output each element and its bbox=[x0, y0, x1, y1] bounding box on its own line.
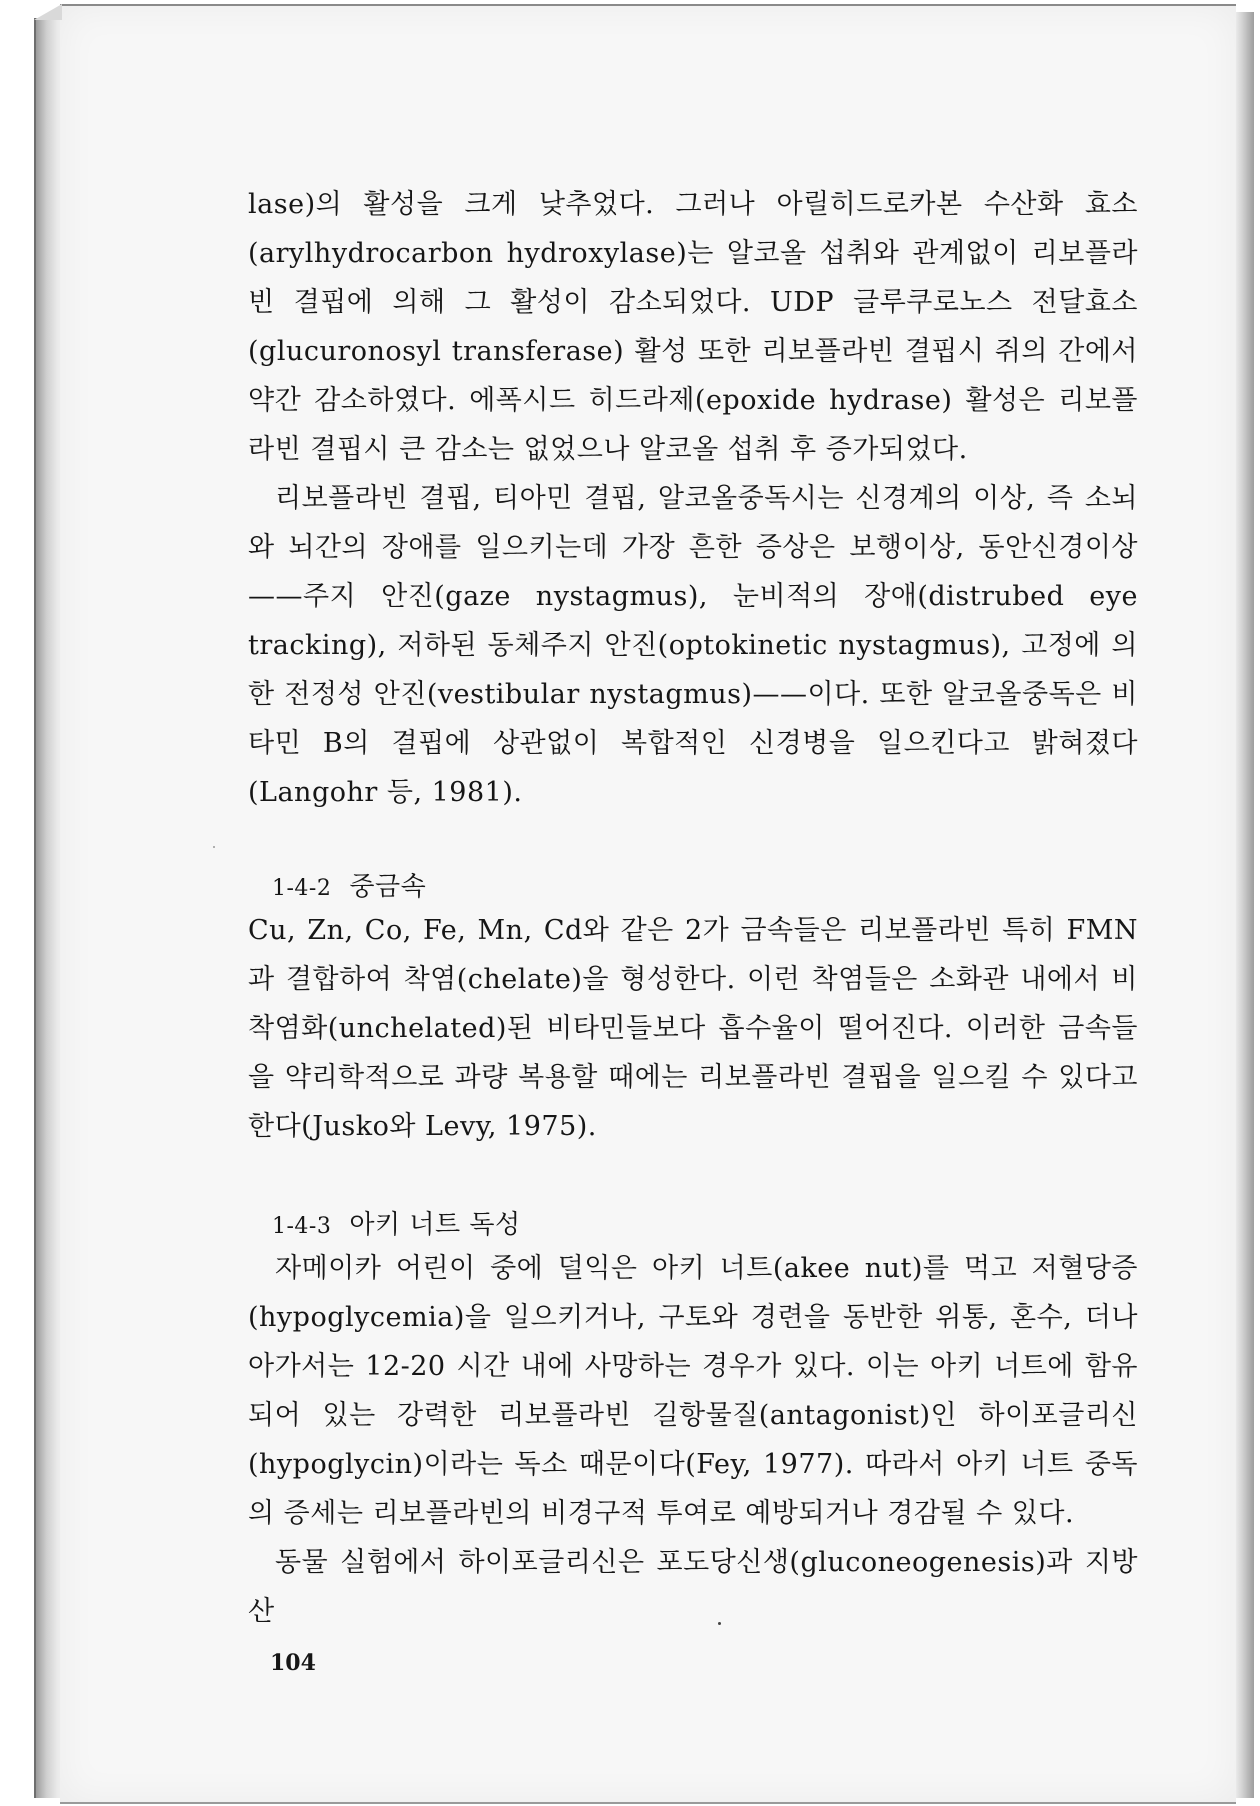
section-heading-akee-toxicity bbox=[272, 1204, 521, 1241]
paragraph-enzyme-activity: lase)의 활성을 크게 낮추었다. 그러나 아릴히드로카본 수산화 효소 (arylhydrocarbon hydroxylase)는 알코올 섭취와 관계없이 리보플라빈 결핍에 의해 그 활성이 감소되었다. UDP 글루쿠로노스 전달효소 (glucuronosyl transferase) 활성 또한 리보플라빈 결핍시 쥐의 간에서 약간 감소하였다. 에폭시드 히드라제(epoxide hydrase) 활성은 리보플라빈 결핍시 큰 감소는 없었으나 알코올 섭취 후 증가되었다. bbox=[248, 189, 1138, 465]
page-right-edge bbox=[1234, 12, 1254, 1798]
paragraph-animal-experiments: 동물 실험에서 하이포글리신은 포도당신생(gluconeogenesis)과 지방산 bbox=[248, 1547, 1138, 1627]
section-heading-heavy-metals bbox=[272, 866, 426, 903]
body-text-akee-toxicity bbox=[248, 1244, 1138, 1636]
body-text-top bbox=[248, 180, 1138, 817]
paragraph-neurological-effects: 리보플라빈 결핍, 티아민 결핍, 알코올중독시는 신경계의 이상, 즉 소뇌와 뇌간의 장애를 일으키는데 가장 흔한 증상은 보행이상, 동안신경이상——주지 안진(gaze nystagmus), 눈비적의 장애(distrubed eye tracking), 저하된 동체주지 안진(optokinetic nystagmus), 고정에 의한 전정성 안진(vestibular nystagmus)——이다. 또한 알코올중독은 비타민 B의 결핍에 상관없이 복합적인 신경병을 일으킨다고 밝혀졌다 (Langohr 등, 1981). bbox=[248, 483, 1138, 808]
section-title: 중금속 bbox=[349, 872, 427, 902]
paragraph-heavy-metals: Cu, Zn, Co, Fe, Mn, Cd와 같은 2가 금속들은 리보플라빈 특히 FMN과 결합하여 착염(chelate)을 형성한다. 이런 착염들은 소화관 내에서 비착염화(unchelated)된 비타민들보다 흡수율이 떨어진다. 이러한 금속들을 약리학적으로 과량 복용할 때에는 리보플라빈 결핍을 일으킬 수 있다고 한다(Jusko와 Levy, 1975). bbox=[248, 915, 1138, 1142]
print-speck bbox=[718, 1622, 721, 1625]
body-text-heavy-metals bbox=[248, 906, 1138, 1151]
paragraph-akee-poisoning: 자메이카 어린이 중에 덜익은 아키 너트(akee nut)를 먹고 저혈당증 (hypoglycemia)을 일으키거나, 구토와 경련을 동반한 위통, 혼수, 더나아가서는 12-20 시간 내에 사망하는 경우가 있다. 이는 아키 너트에 함유되어 있는 강력한 리보플라빈 길항물질(antagonist)인 하이포글리신 (hypoglycin)이라는 독소 때문이다(Fey, 1977). 따라서 아키 너트 중독의 증세는 리보플라빈의 비경구적 투여로 예방되거나 경감될 수 있다. bbox=[248, 1253, 1138, 1529]
section-number: 1-4-3 bbox=[272, 1214, 332, 1239]
page-corner-fold bbox=[34, 4, 62, 20]
section-title: 아키 너트 독성 bbox=[349, 1210, 521, 1240]
section-number: 1-4-2 bbox=[272, 876, 332, 901]
print-speck bbox=[213, 846, 215, 848]
page-number: 104 bbox=[270, 1650, 316, 1676]
